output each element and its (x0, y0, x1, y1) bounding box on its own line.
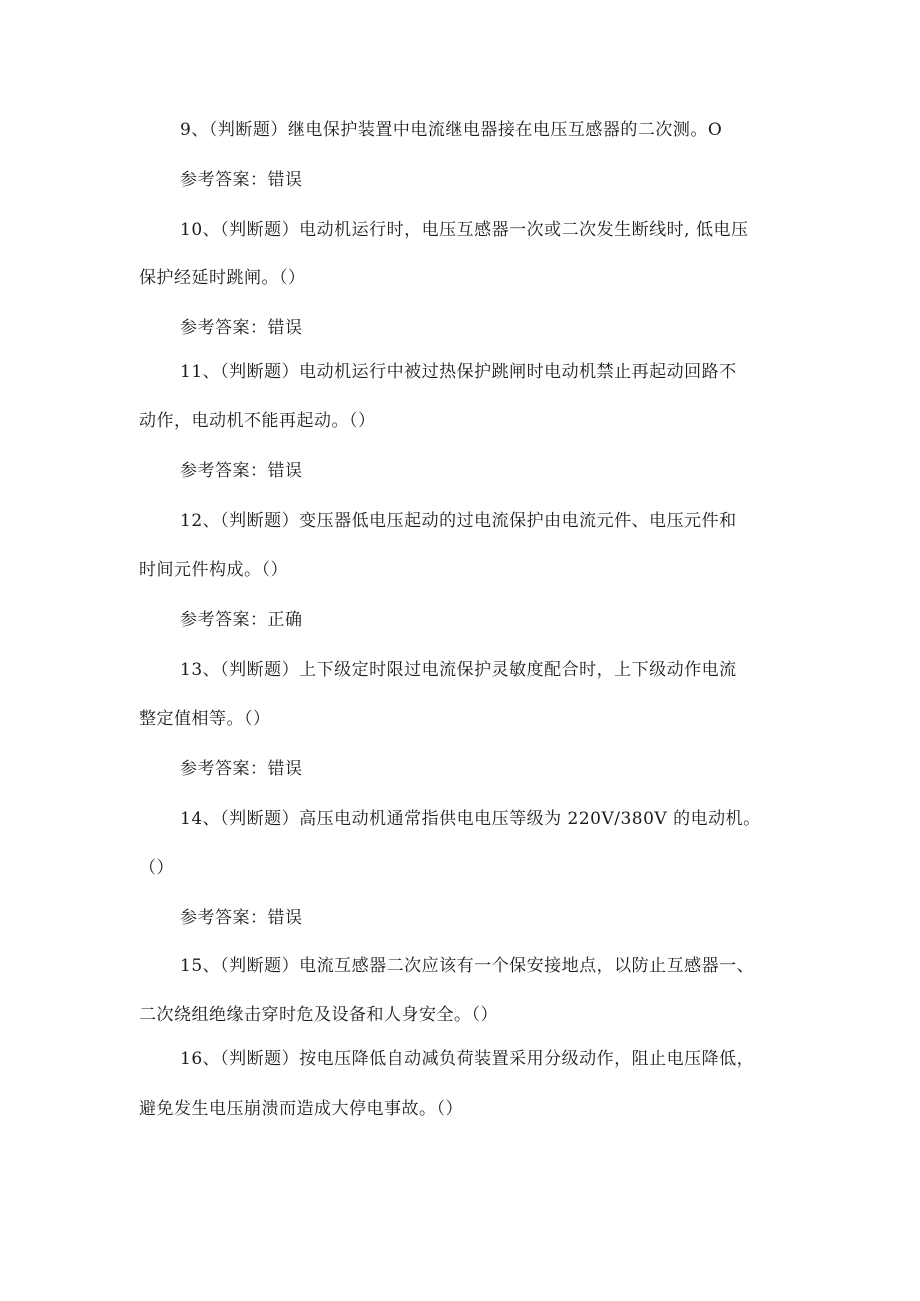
question-9-line-1: 9、（判断题）继电保护装置中电流继电器接在电压互感器的二次测。O (180, 120, 723, 140)
answer-12: 参考答案：正确 (180, 610, 303, 630)
question-12-line-2: 时间元件构成。（） (139, 560, 288, 580)
question-13-line-1: 13、（判断题）上下级定时限过电流保护灵敏度配合时，上下级动作电流 (180, 660, 737, 680)
question-10-line-2: 保护经延时跳闸。（） (139, 268, 306, 288)
question-14-line-2: （） (139, 858, 174, 878)
answer-14: 参考答案：错误 (180, 908, 303, 928)
question-10-line-1: 10、（判断题）电动机运行时，电压互感器一次或二次发生断线时, 低电压 (180, 220, 749, 240)
question-12-line-1: 12、（判断题）变压器低电压起动的过电流保护由电流元件、电压元件和 (180, 511, 737, 531)
answer-13: 参考答案：错误 (180, 759, 303, 779)
answer-10: 参考答案：错误 (180, 318, 303, 338)
question-11-line-2: 动作，电动机不能再起动。（） (139, 411, 376, 431)
answer-11: 参考答案：错误 (180, 461, 303, 481)
question-16-line-2: 避免发生电压崩溃而造成大停电事故。（） (139, 1099, 463, 1119)
question-16-line-1: 16、（判断题）按电压降低自动减负荷装置采用分级动作，阻止电压降低， (180, 1049, 755, 1069)
question-14-line-1: 14、（判断题）高压电动机通常指供电电压等级为 220V/380V 的电动机。 (180, 809, 761, 829)
question-15-line-2: 二次绕组绝缘击穿时危及设备和人身安全。（） (139, 1005, 498, 1025)
question-11-line-1: 11、（判断题）电动机运行中被过热保护跳闸时电动机禁止再起动回路不 (180, 362, 737, 382)
answer-9: 参考答案：错误 (180, 170, 303, 190)
question-13-line-2: 整定值相等。（） (139, 709, 271, 729)
question-15-line-1: 15、（判断题）电流互感器二次应该有一个保安接地点，以防止互感器一、 (180, 956, 755, 976)
